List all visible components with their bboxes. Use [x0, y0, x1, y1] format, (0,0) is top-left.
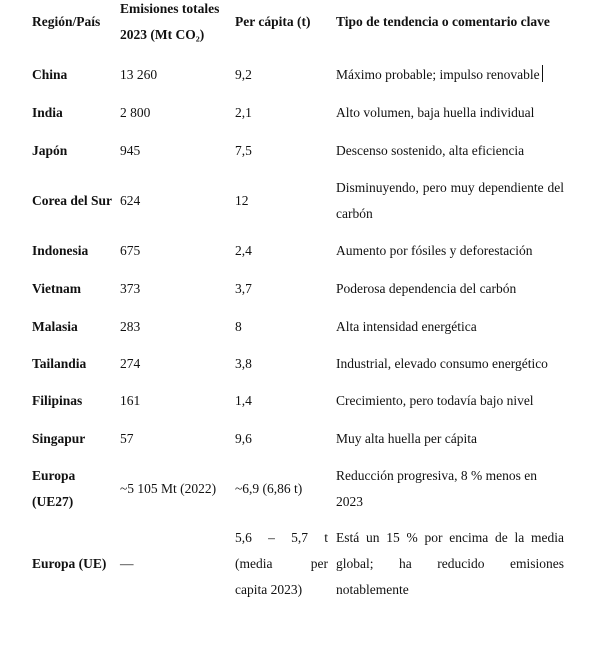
- table-row: [28, 520, 568, 608]
- cell-per-capita: 12: [235, 193, 249, 208]
- cell-trend: Crecimiento, pero todavía bajo nivel: [336, 393, 534, 408]
- table-row: [28, 170, 568, 232]
- cell-total: 675: [120, 243, 141, 258]
- cell-total: —: [120, 556, 134, 571]
- cell-region: Malasia: [32, 319, 78, 334]
- cell-region: Corea del Sur: [32, 193, 112, 208]
- cell-per-capita: 3,8: [235, 356, 252, 371]
- cell-total: 2 800: [120, 105, 151, 120]
- cell-trend: Reducción progresiva, 8 % menos en 2023: [336, 468, 537, 509]
- cell-region: India: [32, 105, 63, 120]
- cell-region: Vietnam: [32, 281, 81, 296]
- cell-trend: Está un 15 % por encima de la media global; ha reducido emisiones notablemente: [336, 530, 564, 597]
- cell-per-capita: 2,1: [235, 105, 252, 120]
- cell-trend: Poderosa dependencia del carbón: [336, 281, 517, 296]
- cell-per-capita: 2,4: [235, 243, 252, 258]
- cell-total: 57: [120, 431, 134, 446]
- cell-region: Singapur: [32, 431, 86, 446]
- cell-trend: Descenso sostenido, alta eficiencia: [336, 143, 525, 158]
- cell-region: Europa (UE27): [32, 468, 76, 509]
- cell-region: Indonesia: [32, 243, 89, 258]
- cell-total: ~5 105 Mt (2022): [120, 481, 217, 496]
- cell-trend[interactable]: [332, 56, 568, 94]
- cell-total: 945: [120, 143, 141, 158]
- cell-total: 161: [120, 393, 141, 408]
- cell-trend: Aumento por fósiles y deforestación: [336, 243, 533, 258]
- cell-per-capita: 3,7: [235, 281, 252, 296]
- table-row: [28, 420, 568, 458]
- cell-total: 283: [120, 319, 141, 334]
- cell-trend-text: Máximo probable; impulso renovable: [336, 67, 540, 82]
- header-trend: Tipo de tendencia o comentario clave: [336, 14, 550, 29]
- table-row: [28, 132, 568, 170]
- table-row: [28, 270, 568, 308]
- table-row: [28, 308, 568, 346]
- cell-per-capita: 8: [235, 319, 242, 334]
- header-per-capita: Per cápita (t): [235, 14, 311, 29]
- cell-per-capita: ~6,9 (6,86 t): [235, 481, 303, 496]
- table-row: [28, 382, 568, 420]
- text-cursor: [542, 65, 543, 82]
- cell-region: Filipinas: [32, 393, 83, 408]
- cell-trend: Alto volumen, baja huella individual: [336, 105, 535, 120]
- header-region: Región/País: [32, 14, 101, 29]
- table-row: [28, 232, 568, 270]
- emissions-table: [28, 0, 568, 608]
- cell-total: 13 260: [120, 67, 158, 82]
- cell-region: Japón: [32, 143, 68, 158]
- cell-per-capita: 9,6: [235, 431, 252, 446]
- header-row: [28, 0, 568, 56]
- table-row: [28, 458, 568, 520]
- cell-region: Tailandia: [32, 356, 87, 371]
- cell-per-capita: 7,5: [235, 143, 252, 158]
- cell-trend: Disminuyendo, pero muy dependiente del carbón: [336, 180, 564, 221]
- table-row: [28, 56, 568, 94]
- table-row: [28, 346, 568, 382]
- cell-total: 373: [120, 281, 141, 296]
- cell-trend: Muy alta huella per cápita: [336, 431, 477, 446]
- cell-trend: Industrial, elevado consumo energético: [336, 356, 548, 371]
- cell-total: 274: [120, 356, 141, 371]
- table-row: [28, 94, 568, 132]
- cell-per-capita: 5,6 – 5,7 t (media per capita 2023): [235, 530, 328, 597]
- cell-per-capita: 9,2: [235, 67, 252, 82]
- header-total-emissions: Emisiones totales 2023 (Mt CO₂): [120, 1, 220, 42]
- cell-per-capita: 1,4: [235, 393, 252, 408]
- cell-region: China: [32, 67, 68, 82]
- cell-trend: Alta intensidad energética: [336, 319, 477, 334]
- cell-total: 624: [120, 193, 141, 208]
- cell-region: Europa (UE): [32, 556, 107, 571]
